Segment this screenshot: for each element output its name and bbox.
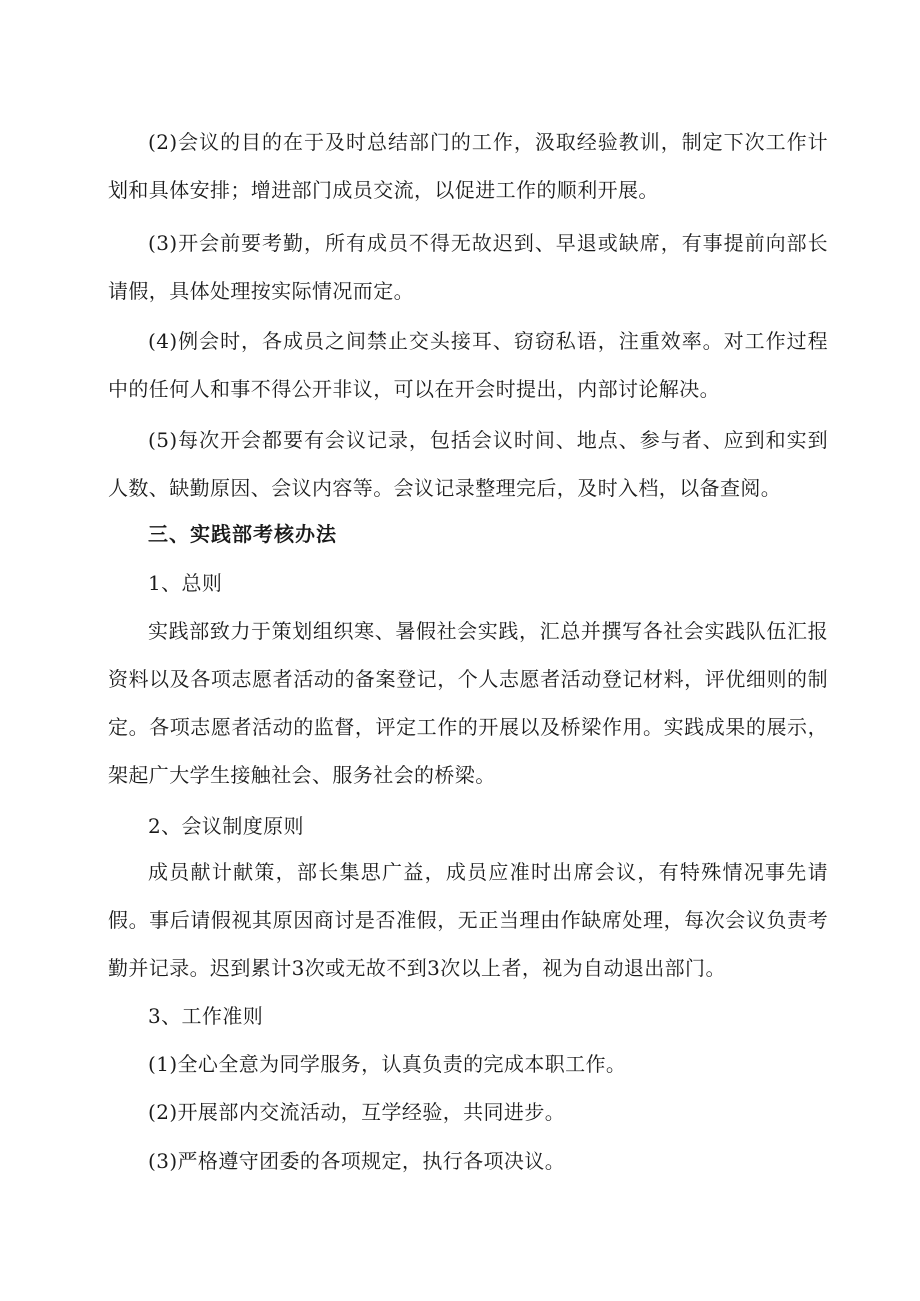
meeting-purpose-paragraph: (2)会议的目的在于及时总结部门的工作，汲取经验教训，制定下次工作计划和具体安排；增进部门成员交流，以促进工作的顺利开展。 <box>108 130 828 202</box>
work-rule-item: (3)严格遵守团委的各项规定，执行各项决议。 <box>148 1149 566 1173</box>
section-heading: 三、实践部考核办法 <box>148 522 337 546</box>
work-rule-item: (1)全心全意为同学服务，认真负责的完成本职工作。 <box>148 1052 627 1076</box>
general-text-paragraph: 实践部致力于策划组织寒、暑假社会实践，汇总并撰写各社会实践队伍汇报资料以及各项志愿者活动的备案登记，个人志愿者活动登记材料，评优细则的制定。各项志愿者活动的监督，评定工作的开展以及桥梁作用。实践成果的展示，架起广大学生接触社会、服务社会的桥梁。 <box>108 619 828 787</box>
meeting-conduct-paragraph: (4)例会时，各成员之间禁止交头接耳、窃窃私语，注重效率。对工作过程中的任何人和事不得公开非议，可以在开会时提出，内部讨论解决。 <box>108 329 828 401</box>
general-heading: 1、总则 <box>148 571 223 595</box>
meeting-record-paragraph: (5)每次开会都要有会议记录，包括会议时间、地点、参与者、应到和实到人数、缺勤原因、会议内容等。会议记录整理完后，及时入档，以备查阅。 <box>108 428 828 500</box>
attendance-paragraph: (3)开会前要考勤，所有成员不得无故迟到、早退或缺席，有事提前向部长请假，具体处理按实际情况而定。 <box>108 231 828 303</box>
work-rule-item: (2)开展部内交流活动，互学经验，共同进步。 <box>148 1100 566 1124</box>
work-rules-heading: 3、工作准则 <box>148 1004 264 1028</box>
meeting-rules-heading: 2、会议制度原则 <box>148 814 304 838</box>
meeting-rules-paragraph: 成员献计献策，部长集思广益，成员应准时出席会议，有特殊情况事先请假。事后请假视其原因商讨是否准假，无正当理由作缺席处理，每次会议负责考勤并记录。迟到累计3次或无故不到3次以上者，视为自动退出部门。 <box>108 860 828 980</box>
